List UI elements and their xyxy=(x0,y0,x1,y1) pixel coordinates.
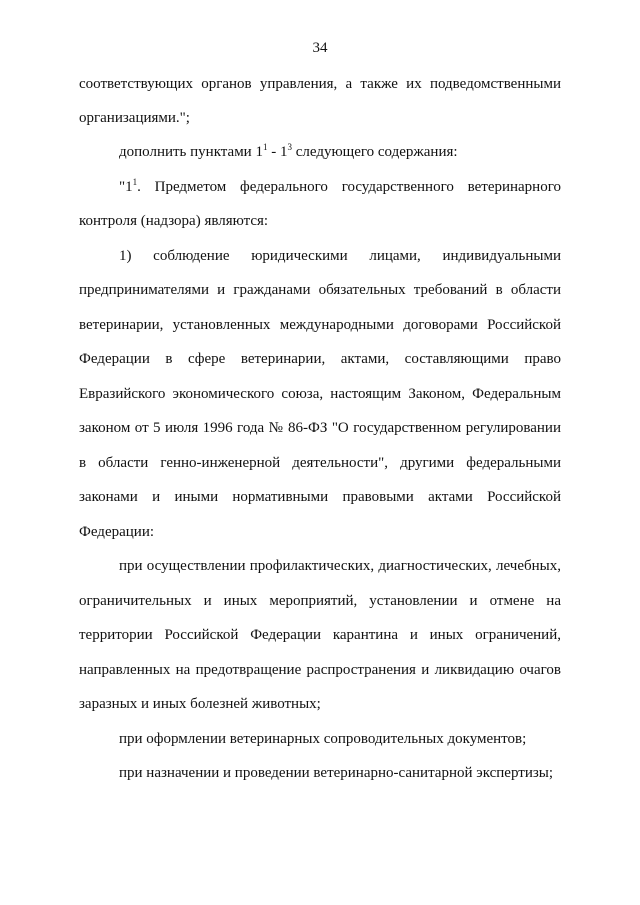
text-line: организациями."; xyxy=(79,110,190,126)
text-fragment: следующего содержания: xyxy=(291,144,458,160)
text-line: при назначении и проведении ветеринарно-санитарной экспертизы; xyxy=(119,765,554,781)
superscript: 1 xyxy=(132,177,138,187)
text-line: территории Российской Федерации карантина и иных ограничений, xyxy=(79,627,561,643)
page-number: 34 xyxy=(312,40,328,56)
text-line: законом от 5 июля 1996 года № 86-ФЗ "О государственном регулировании xyxy=(79,420,561,436)
text-line: Федерации: xyxy=(79,524,155,540)
text-line: в области генно-инженерной деятельности", другими федеральными xyxy=(79,455,561,471)
text-line: при оформлении ветеринарных сопроводительных документов; xyxy=(119,731,527,747)
text-line: законами и иными нормативными правовыми актами Российской xyxy=(79,489,561,505)
text-line: предпринимателями и гражданами обязательных требований в области xyxy=(79,282,561,298)
text-line: ветеринарии, установленных международными договорами Российской xyxy=(79,317,561,333)
text-line xyxy=(119,142,561,162)
text-line xyxy=(119,177,561,197)
text-line: ограничительных и иных мероприятий, установлении и отмене на xyxy=(79,593,561,609)
text-line: направленных на предотвращение распространения и ликвидацию очагов xyxy=(79,662,561,678)
text-fragment: дополнить пунктами 1 xyxy=(119,144,263,160)
text-line: заразных и иных болезней животных; xyxy=(79,696,321,712)
text-line: Евразийского экономического союза, настоящим Законом, Федеральным xyxy=(79,386,561,402)
superscript: 3 xyxy=(287,142,292,152)
text-fragment: - 1 xyxy=(267,144,288,160)
text-fragment: "1 xyxy=(119,179,133,195)
text-line: контроля (надзора) являются: xyxy=(79,213,269,229)
text-line: при осуществлении профилактических, диагностических, лечебных, xyxy=(119,558,561,574)
superscript: 1 xyxy=(262,142,268,152)
text-line: соответствующих органов управления, а также их подведомственными xyxy=(79,76,561,92)
text-line: 1) соблюдение юридическими лицами, индивидуальными xyxy=(119,248,561,264)
text-line: Федерации в сфере ветеринарии, актами, составляющими право xyxy=(79,351,561,367)
text-fragment: . Предметом федерального государственного ветеринарного xyxy=(137,179,561,195)
